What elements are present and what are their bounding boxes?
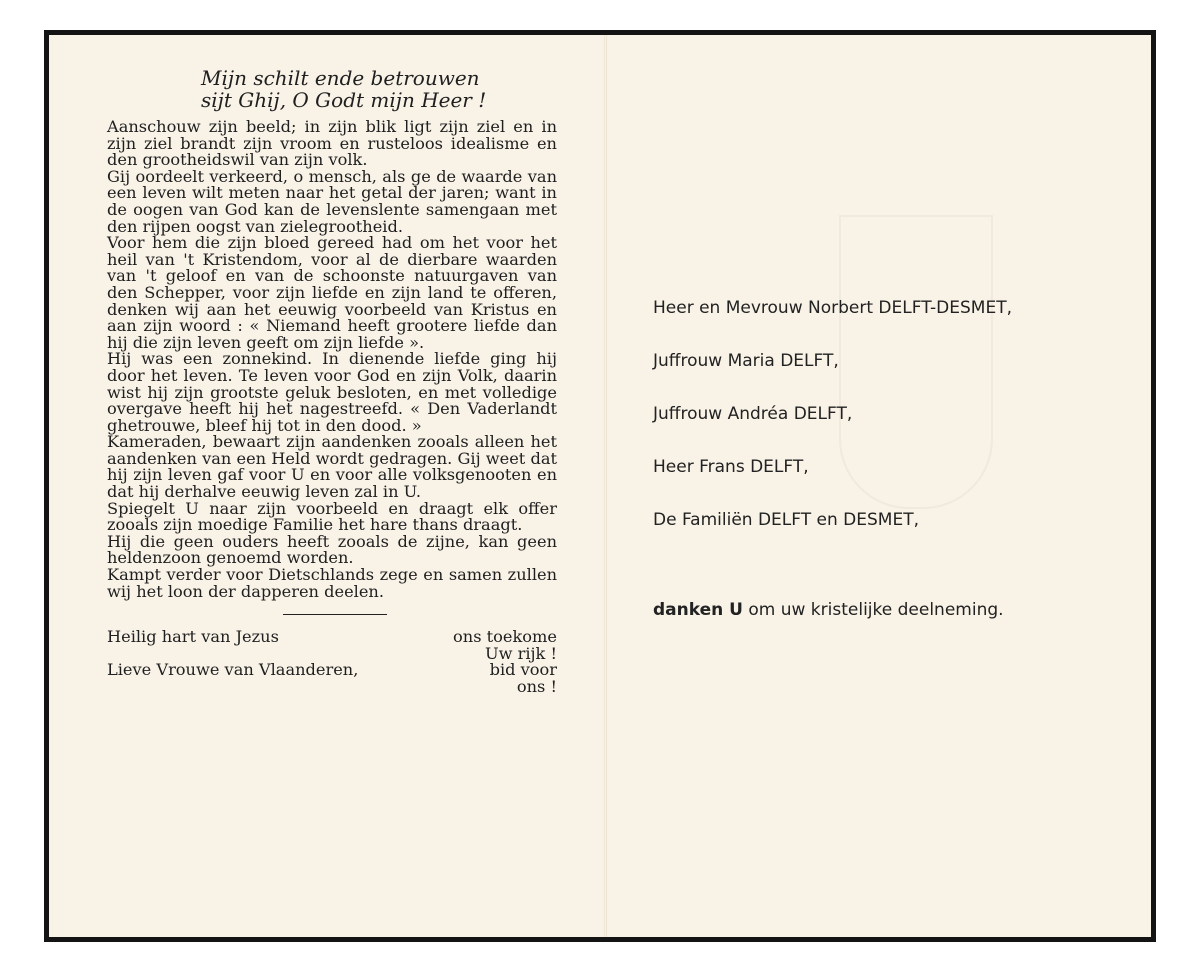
paragraph: Spiegelt U naar zijn voorbeeld en draagt elk offer zooals zijn moedige Familie het hare thans draagt. <box>107 498 557 535</box>
family-line: Juffrouw Maria DELFT, <box>653 351 839 371</box>
paragraph: Hij was een zonnekind. In dienende liefde ging hij door het leven. Te leven voor God en zijn Volk, daarin wist hij zijn grootste geluk besloten, en met volledige overgave heeft hij het nagestreefd. « Den Vaderlandt ghetrouwe, bleef hij tot in den dood. » <box>107 349 557 435</box>
prayer-text: ons ! <box>516 677 557 696</box>
thanks-line <box>653 600 1123 620</box>
paragraph: Gij oordeelt verkeerd, o mensch, als ge de waarde van een leven wilt meten naar het getal der jaren; want in de oogen van God kan de levenslente samengaan met den rijpen oogst van zielegrootheid. <box>107 166 557 236</box>
card-fold <box>604 35 607 937</box>
right-page <box>653 297 1123 620</box>
prayer-text: ons toekome <box>453 627 557 647</box>
motto-line: Mijn schilt ende betrouwen <box>201 66 480 90</box>
memorial-card <box>44 30 1156 942</box>
motto <box>201 67 557 111</box>
paragraph: Voor hem die zijn bloed gereed had om het voor het heil van 't Kristendom, voor al de dierbare waarden van 't geloof en van de schoonste natuurgaven van den Schepper, voor zijn liefde en zijn land te offeren, denken wij aan het eeuwig voorbeeld van Kristus en aan zijn woord : « Niemand heeft grootere liefde dan hij die zijn leven geeft om zijn liefde ». <box>107 233 557 352</box>
thanks-rest: om uw kristelijke deelneming. <box>748 600 1004 620</box>
prayer-text: Lieve Vrouwe van Vlaanderen, <box>107 660 359 680</box>
family-line: Heer Frans DELFT, <box>653 457 809 477</box>
left-page <box>107 67 557 696</box>
prayer <box>107 629 557 695</box>
prayer-text: bid voor <box>489 660 557 680</box>
prayer-text: Uw rijk ! <box>484 643 557 663</box>
family-line: De Familiën DELFT en DESMET, <box>653 510 919 530</box>
motto-line: sijt Ghij, O Godt mijn Heer ! <box>201 88 487 112</box>
paragraph: Aanschouw zijn beeld; in zijn blik ligt zijn ziel en in zijn ziel brandt zijn vroom en rusteloos idealisme en den grootheidswil van zijn volk. <box>107 117 557 170</box>
thanks-bold: danken U <box>653 600 743 620</box>
divider <box>283 614 387 615</box>
prayer-text: Heilig hart van Jezus <box>107 627 279 647</box>
family-line: Juffrouw Andréa DELFT, <box>653 404 853 424</box>
paragraph: Kampt verder voor Dietschlands zege en samen zullen wij het loon der dapperen deelen. <box>107 565 557 601</box>
paragraph: Hij die geen ouders heeft zooals de zijne, kan geen heldenzoon genoemd worden. <box>107 531 557 568</box>
paragraph: Kameraden, bewaart zijn aandenken zooals alleen het aandenken van een Held wordt gedragen. Gij weet dat hij zijn leven gaf voor U en voor alle volksgenooten en dat hij derhalve eeuwig leven zal in U. <box>107 432 557 502</box>
family-line: Heer en Mevrouw Norbert DELFT-DESMET, <box>653 298 1012 318</box>
